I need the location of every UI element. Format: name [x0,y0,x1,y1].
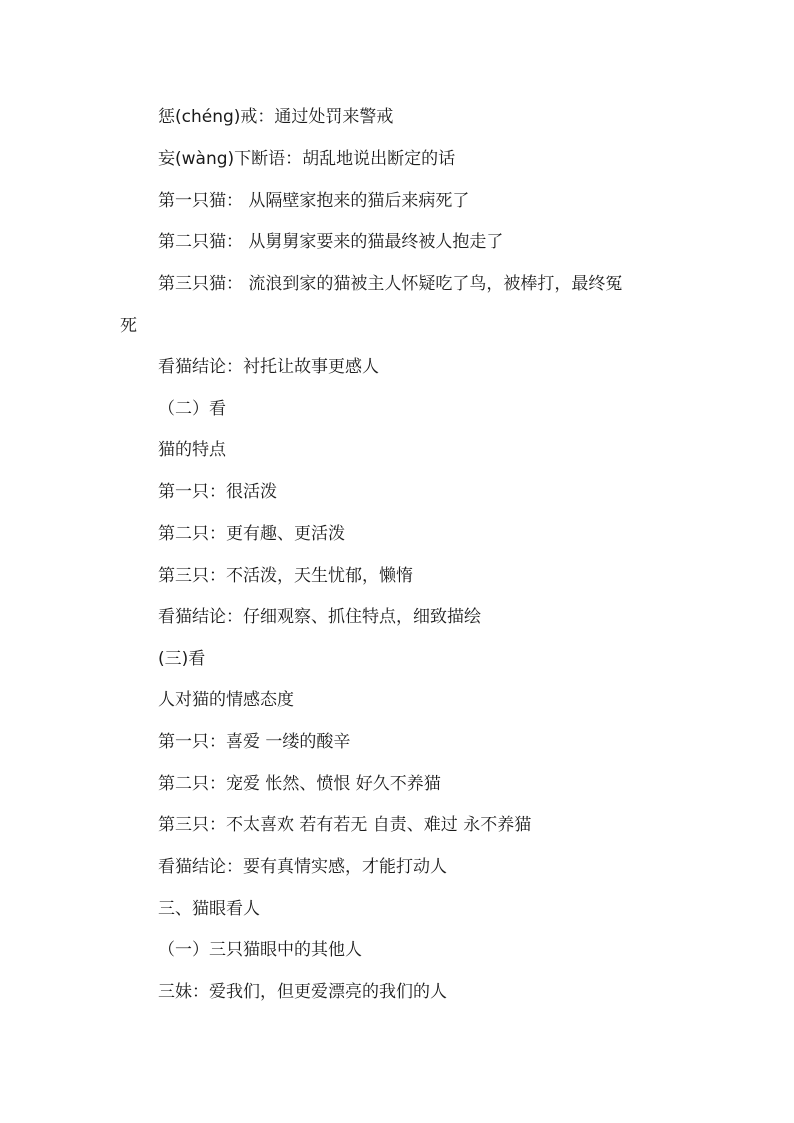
text-line: 猫的特点 [158,440,226,460]
text-line: 第二只猫： 从舅舅家要来的猫最终被人抱走了 [158,232,504,252]
section-heading: 三、猫眼看人 [158,899,260,919]
text-line: 看猫结论：衬托让故事更感人 [158,357,379,377]
text-line: 第二只：更有趣、更活泼 [158,524,345,544]
text-line: 看猫结论：仔细观察、抓住特点，细致描绘 [158,607,481,627]
text-line: 第二只：宠爱 怅然、愤恨 好久不养猫 [158,774,441,794]
text-line: 人对猫的情感态度 [158,690,294,710]
text-line: 第一只：喜爱 一缕的酸辛 [158,732,351,752]
text-line: 第三只：不太喜欢 若有若无 自责、难过 永不养猫 [158,815,532,835]
text-line-continuation: 死 [120,316,137,336]
text-line: 惩(chéng)戒：通过处罚来警戒 [158,107,394,127]
text-line: 妄(wàng)下断语：胡乱地说出断定的话 [158,149,456,169]
text-line: 看猫结论：要有真情实感，才能打动人 [158,857,447,877]
section-heading: （二）看 [158,399,226,419]
text-line: 第三只：不活泼，天生忧郁，懒惰 [158,566,413,586]
section-heading: （一）三只猫眼中的其他人 [158,940,362,960]
text-line: 三妹：爱我们，但更爱漂亮的我们的人 [158,982,447,1002]
text-line: 第一只：很活泼 [158,482,277,502]
section-heading: (三)看 [158,649,206,669]
text-line: 第三只猫： 流浪到家的猫被主人怀疑吃了鸟，被棒打，最终冤 [158,274,623,294]
text-line: 第一只猫： 从隔壁家抱来的猫后来病死了 [158,191,470,211]
